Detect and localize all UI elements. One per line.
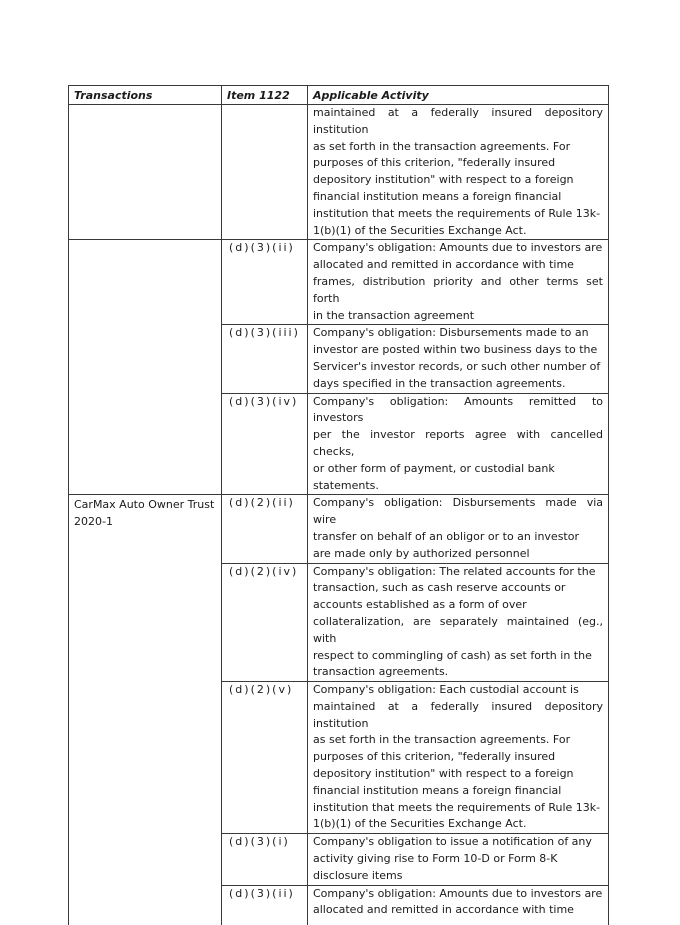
activity-cell: Company's obligation: Amounts remitted to investors per the investor reports agree with cancelled checks, or other form of payment, or custodial bank statements.	[308, 393, 609, 495]
activity-cell: maintained at a federally insured depository institution as set forth in the transaction agreements. For purposes of this criterion, "federally insured depository institution" with respect to a foreign financial institution means a foreign financial institution that meets the requirements of Rule 13k- 1(b)(1) of the Securities Exchange Act.	[308, 105, 609, 240]
table-header-row	[69, 86, 609, 105]
activity-table	[68, 85, 609, 925]
header-transactions: Transactions	[69, 86, 222, 105]
item-cell: (d)(3)(ii)	[222, 885, 308, 925]
table-row	[69, 325, 609, 393]
item-cell: (d)(2)(iv)	[222, 563, 308, 682]
table-row	[69, 495, 609, 563]
transaction-cell	[69, 240, 222, 325]
activity-cell: Company's obligation: Disbursements made to an investor are posted within two business days to the Servicer's investor records, or such other number of days specified in the transaction agreements.	[308, 325, 609, 393]
transaction-cell	[69, 834, 222, 885]
table-row	[69, 240, 609, 325]
item-cell	[222, 105, 308, 240]
transaction-cell	[69, 682, 222, 834]
table-row	[69, 682, 609, 834]
transaction-cell	[69, 563, 222, 682]
transaction-cell: CarMax Auto Owner Trust 2020-1	[69, 495, 222, 563]
table-row	[69, 834, 609, 885]
transaction-cell	[69, 105, 222, 240]
item-cell: (d)(3)(iv)	[222, 393, 308, 495]
transaction-cell	[69, 325, 222, 393]
item-cell: (d)(3)(i)	[222, 834, 308, 885]
table-row	[69, 393, 609, 495]
activity-cell: Company's obligation: The related accounts for the transaction, such as cash reserve accounts or accounts established as a form of over collateralization, are separately maintained (eg., with respect to commingling of cash) as set forth in the transaction agreements.	[308, 563, 609, 682]
activity-cell: Company's obligation: Disbursements made via wire transfer on behalf of an obligor or to an investor are made only by authorized personnel	[308, 495, 609, 563]
activity-cell: Company's obligation: Amounts due to investors are allocated and remitted in accordance with time frames, distribution priority and other terms set forth in the transaction agreement	[308, 240, 609, 325]
table-row	[69, 563, 609, 682]
table-row	[69, 885, 609, 925]
activity-cell: Company's obligation to issue a notification of any activity giving rise to Form 10-D or Form 8-K disclosure items	[308, 834, 609, 885]
activity-cell: Company's obligation: Each custodial account is maintained at a federally insured depository institution as set forth in the transaction agreements. For purposes of this criterion, "federally insured depository institution" with respect to a foreign financial institution means a foreign financial institution that meets the requirements of Rule 13k- 1(b)(1) of the Securities Exchange Act.	[308, 682, 609, 834]
header-item: Item 1122	[222, 86, 308, 105]
transaction-cell	[69, 393, 222, 495]
activity-cell: Company's obligation: Amounts due to investors are allocated and remitted in accordance with time	[308, 885, 609, 925]
transaction-cell	[69, 885, 222, 925]
item-cell: (d)(2)(v)	[222, 682, 308, 834]
table-row	[69, 105, 609, 240]
item-cell: (d)(3)(iii)	[222, 325, 308, 393]
item-cell: (d)(3)(ii)	[222, 240, 308, 325]
header-activity: Applicable Activity	[308, 86, 609, 105]
item-cell: (d)(2)(ii)	[222, 495, 308, 563]
